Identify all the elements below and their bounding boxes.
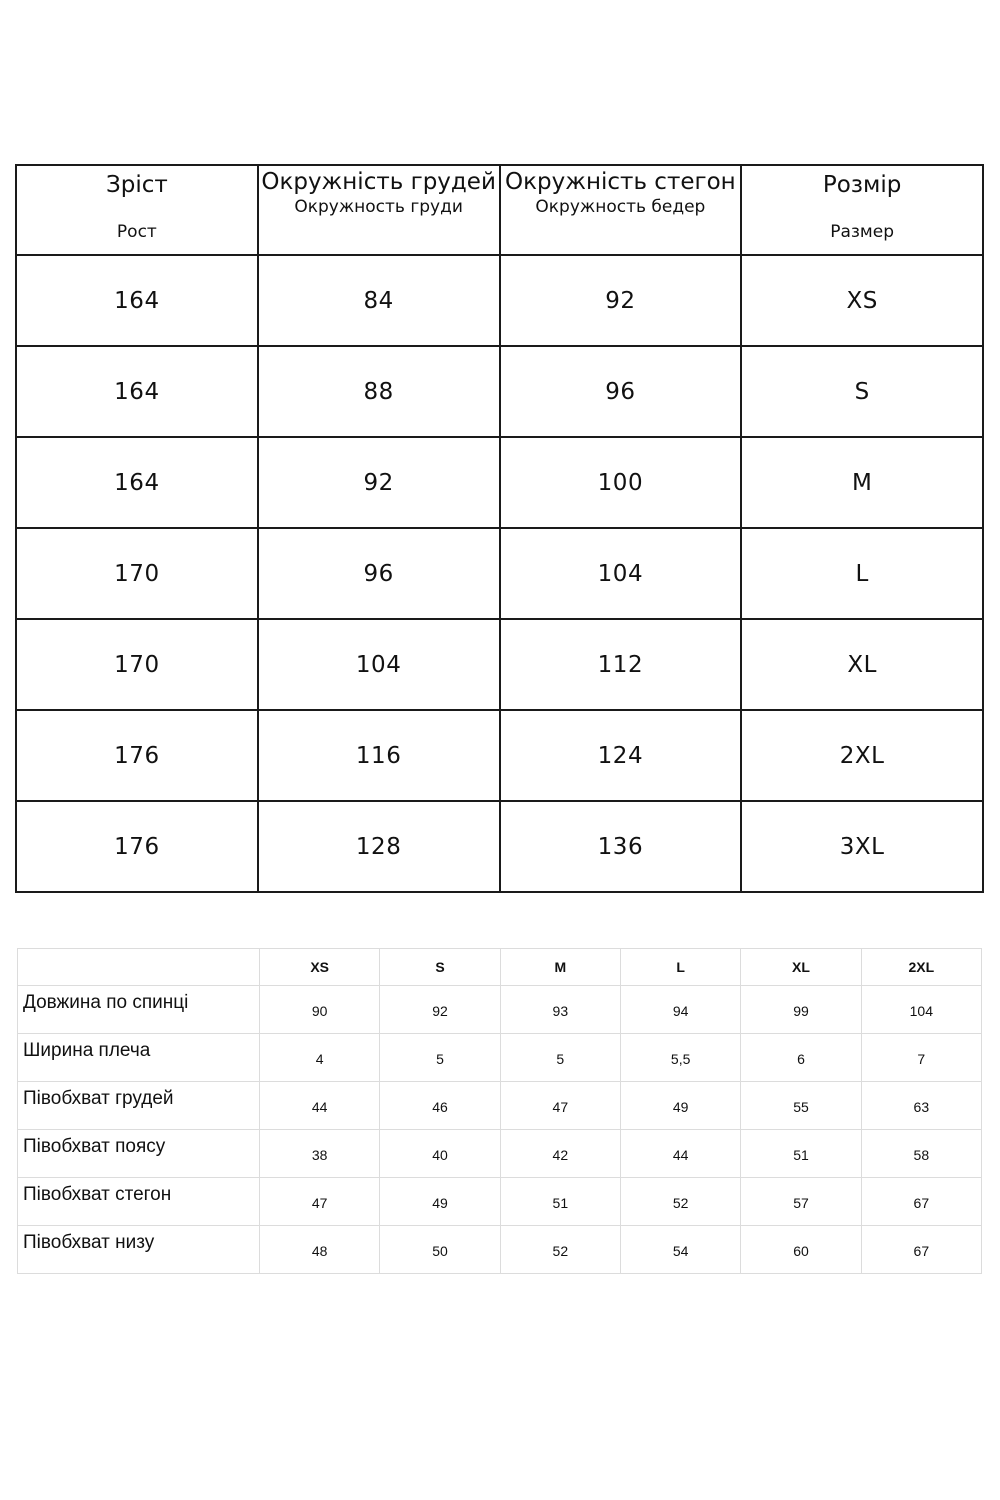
header-chest — [258, 165, 500, 255]
header-height-sub: Рост — [116, 222, 157, 242]
header-chest-main: Окружність грудей — [261, 169, 496, 195]
header-size-sub: Размер — [830, 222, 895, 242]
cell-hips: 92 — [500, 255, 742, 346]
header-hips — [500, 165, 742, 255]
row-label: Ширина плеча — [18, 1034, 260, 1082]
table-row — [18, 1082, 982, 1130]
measure-cell: 5,5 — [620, 1034, 740, 1082]
cell-chest: 92 — [258, 437, 500, 528]
size-header-xs: XS — [260, 949, 380, 986]
measure-cell: 60 — [741, 1226, 861, 1274]
row-label: Півобхват грудей — [18, 1082, 260, 1130]
cell-hips: 96 — [500, 346, 742, 437]
cell-size: 3XL — [741, 801, 983, 892]
size-chart-header-row — [16, 165, 983, 255]
row-label: Півобхват низу — [18, 1226, 260, 1274]
cell-chest: 84 — [258, 255, 500, 346]
table-row — [16, 528, 983, 619]
measure-cell: 5 — [380, 1034, 500, 1082]
measure-cell: 57 — [741, 1178, 861, 1226]
measure-cell: 55 — [741, 1082, 861, 1130]
table-row — [18, 986, 982, 1034]
measurements-corner-cell — [18, 949, 260, 986]
cell-chest: 104 — [258, 619, 500, 710]
cell-height: 170 — [16, 528, 258, 619]
size-header-l: L — [620, 949, 740, 986]
measure-cell: 40 — [380, 1130, 500, 1178]
cell-size: XS — [741, 255, 983, 346]
row-label: Півобхват поясу — [18, 1130, 260, 1178]
header-hips-sub: Окружность бедер — [535, 197, 706, 217]
header-height-main: Зріст — [105, 172, 168, 198]
header-chest-sub: Окружность груди — [294, 197, 463, 217]
measure-cell: 4 — [260, 1034, 380, 1082]
size-chart-table — [15, 164, 984, 893]
measure-cell: 7 — [861, 1034, 981, 1082]
measure-cell: 51 — [500, 1178, 620, 1226]
measure-cell: 38 — [260, 1130, 380, 1178]
cell-chest: 128 — [258, 801, 500, 892]
measure-cell: 52 — [620, 1178, 740, 1226]
measure-cell: 44 — [620, 1130, 740, 1178]
measure-cell: 44 — [260, 1082, 380, 1130]
cell-height: 170 — [16, 619, 258, 710]
table-row — [16, 710, 983, 801]
measure-cell: 67 — [861, 1178, 981, 1226]
measure-cell: 104 — [861, 986, 981, 1034]
table-row — [16, 346, 983, 437]
measure-cell: 93 — [500, 986, 620, 1034]
cell-size: XL — [741, 619, 983, 710]
cell-height: 164 — [16, 255, 258, 346]
measure-cell: 47 — [260, 1178, 380, 1226]
row-label: Довжина по спинці — [18, 986, 260, 1034]
size-header-xl: XL — [741, 949, 861, 986]
measure-cell: 49 — [620, 1082, 740, 1130]
cell-hips: 100 — [500, 437, 742, 528]
table-row — [16, 255, 983, 346]
cell-height: 176 — [16, 710, 258, 801]
table-row — [16, 619, 983, 710]
measure-cell: 46 — [380, 1082, 500, 1130]
size-header-m: M — [500, 949, 620, 986]
cell-hips: 112 — [500, 619, 742, 710]
measure-cell: 42 — [500, 1130, 620, 1178]
measure-cell: 58 — [861, 1130, 981, 1178]
cell-size: 2XL — [741, 710, 983, 801]
header-hips-main: Окружність стегон — [505, 169, 736, 195]
measurements-header-row — [18, 949, 982, 986]
measure-cell: 99 — [741, 986, 861, 1034]
measure-cell: 47 — [500, 1082, 620, 1130]
measure-cell: 63 — [861, 1082, 981, 1130]
table-row — [18, 1034, 982, 1082]
cell-height: 164 — [16, 437, 258, 528]
measure-cell: 48 — [260, 1226, 380, 1274]
garment-measurements-table — [17, 948, 982, 1274]
table-row — [18, 1178, 982, 1226]
cell-chest: 116 — [258, 710, 500, 801]
measure-cell: 51 — [741, 1130, 861, 1178]
cell-height: 176 — [16, 801, 258, 892]
cell-size: L — [741, 528, 983, 619]
cell-chest: 96 — [258, 528, 500, 619]
header-height — [16, 165, 258, 255]
measure-cell: 50 — [380, 1226, 500, 1274]
size-header-s: S — [380, 949, 500, 986]
measure-cell: 90 — [260, 986, 380, 1034]
measure-cell: 94 — [620, 986, 740, 1034]
cell-size: S — [741, 346, 983, 437]
cell-hips: 136 — [500, 801, 742, 892]
cell-hips: 124 — [500, 710, 742, 801]
measure-cell: 67 — [861, 1226, 981, 1274]
measure-cell: 5 — [500, 1034, 620, 1082]
header-size-main: Розмір — [822, 172, 902, 198]
measure-cell: 54 — [620, 1226, 740, 1274]
cell-chest: 88 — [258, 346, 500, 437]
header-size — [741, 165, 983, 255]
cell-height: 164 — [16, 346, 258, 437]
measure-cell: 52 — [500, 1226, 620, 1274]
measure-cell: 6 — [741, 1034, 861, 1082]
table-row — [18, 1226, 982, 1274]
row-label: Півобхват стегон — [18, 1178, 260, 1226]
measure-cell: 92 — [380, 986, 500, 1034]
cell-size: M — [741, 437, 983, 528]
table-row — [18, 1130, 982, 1178]
table-row — [16, 437, 983, 528]
size-header-2xl: 2XL — [861, 949, 981, 986]
cell-hips: 104 — [500, 528, 742, 619]
measure-cell: 49 — [380, 1178, 500, 1226]
table-row — [16, 801, 983, 892]
